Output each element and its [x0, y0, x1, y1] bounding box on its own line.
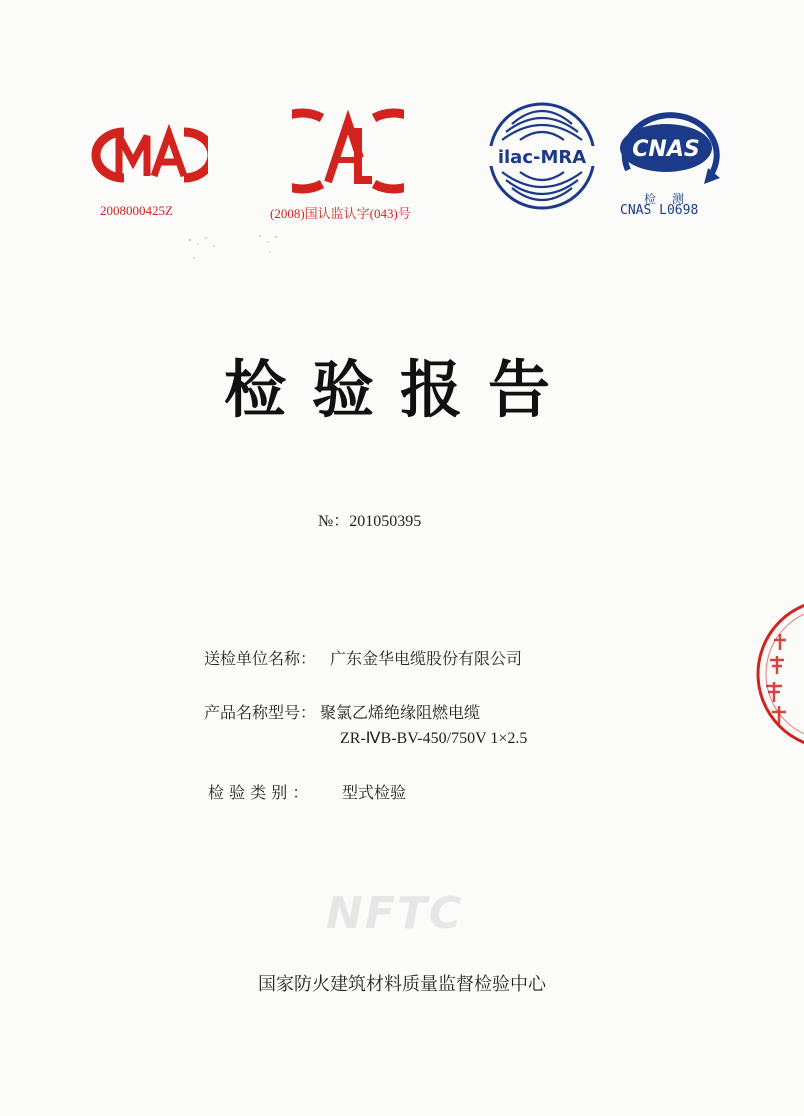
report-title: 检验报告 — [223, 353, 576, 426]
cnas-accreditation-number: CNAS L0698 — [620, 203, 699, 218]
cma-number: 2008000425Z — [100, 203, 173, 218]
nftc-watermark: NFTC — [326, 888, 464, 939]
issuing-organization: 国家防火建筑材料质量监督检验中心 — [258, 974, 546, 995]
official-seal — [752, 594, 804, 754]
client-value: 广东金华电缆股份有限公司 — [330, 649, 523, 668]
ilac-mra-logo — [486, 100, 598, 212]
cal-approval-number: (2008)国认监认字(043)号 — [270, 206, 411, 221]
product-model: ZR-ⅣB-BV-450/750V 1×2.5 — [340, 730, 528, 747]
inspection-type-value: 型式检验 — [342, 783, 407, 802]
cal-logo — [292, 104, 404, 196]
cnas-testing-label: 检 测 — [644, 192, 690, 206]
inspection-type-label: 检 验 类 别 ： — [208, 783, 309, 802]
client-label: 送检单位名称： — [204, 649, 317, 668]
scan-specks — [180, 228, 290, 268]
cnas-logo — [608, 104, 724, 192]
cnas-mark-text: CNAS — [632, 137, 700, 162]
ilac-mra-mark-text: ilac-MRA — [497, 147, 587, 168]
report-number: №：201050395 — [318, 513, 422, 530]
product-name: 聚氯乙烯绝缘阻燃电缆 — [320, 703, 481, 722]
product-label: 产品名称型号： — [204, 703, 317, 722]
cma-logo — [84, 124, 208, 186]
